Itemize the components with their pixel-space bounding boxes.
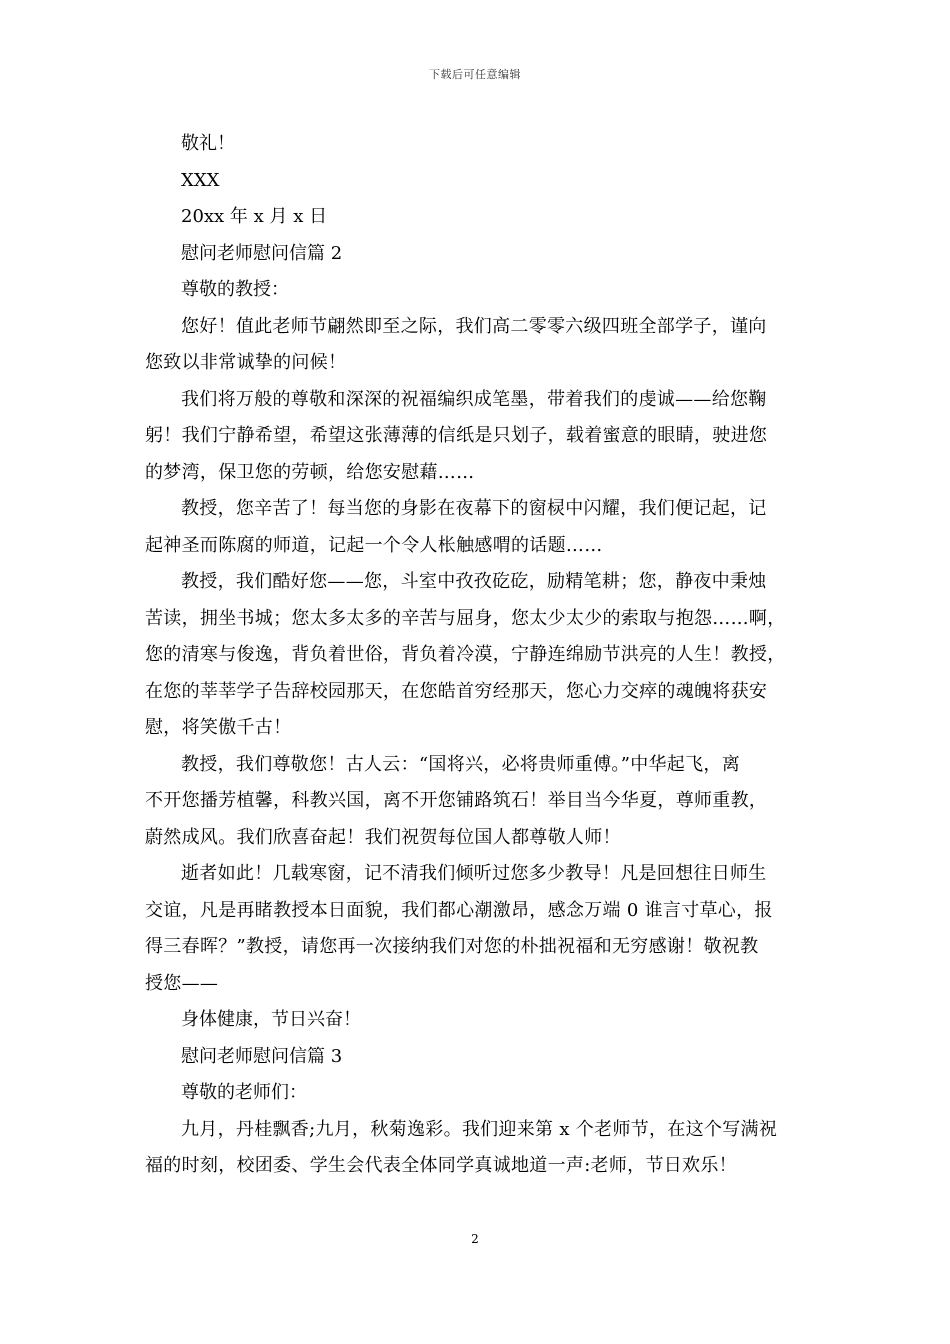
paragraph-line: 逝者如此！几载寒窗，记不清我们倾听过您多少教导！凡是回想往日师生 [181,863,767,884]
signature: XXX [181,169,220,191]
greeting: 尊敬的教授： [181,279,289,300]
section-title-3: 慰问老师慰问信篇 3 [181,1045,343,1067]
paragraph-line: 起神圣而陈腐的师道，记起一个令人枨触感喟的话题…… [145,534,603,556]
paragraph-line: 您好！值此老师节翩然即至之际，我们高二零零六级四班全部学子，谨向 [181,315,767,337]
paragraph [145,382,805,492]
paragraph [145,1112,805,1185]
paragraph-line: 慰，将笑傲千古！ [145,717,292,738]
document-body [145,126,805,1185]
page-number: 2 [471,1232,479,1246]
greeting: 尊敬的老师们： [181,1082,307,1103]
paragraph-line: 躬！我们宁静希望，希望这张薄薄的信纸是只划子，载着蜜意的眼睛，驶进您 [145,425,768,446]
section-title-2: 慰问老师慰问信篇 2 [181,242,343,264]
paragraph-line: 我们将万般的尊敬和深深的祝福编织成笔墨，带着我们的虔诚——给您鞠 [181,388,767,410]
paragraph-line: 苦读，拥坐书城；您太多太多的辛苦与屈身，您太少太少的索取与抱怨……啊， [145,607,786,629]
paragraph-line: 得三春晖？”教授，请您再一次接纳我们对您的朴拙祝福和无穷感谢！敬祝教 [145,936,759,957]
closing-salute: 敬礼！ [181,133,235,154]
paragraph-line: 您的清寒与俊逸，背负着世俗，背负着冷漠，宁静连绵励节洪亮的人生！教授， [145,644,786,665]
paragraph-line: 交谊，凡是再睹教授本日面貌，我们都心潮激昂，感念万端 0 谁言寸草心，报 [145,899,773,921]
paragraph [145,856,805,1002]
paragraph-line: 的梦湾，保卫您的劳顿，给您安慰藉…… [145,461,475,483]
paragraph-line: 九月，丹桂飘香;九月，秋菊逸彩。我们迎来第 x 个老师节，在这个写满祝 [181,1118,778,1140]
paragraph-line: 在您的莘莘学子告辞校园那天，在您皓首穷经那天，您心力交瘁的魂魄将获安 [145,680,768,702]
paragraph [145,491,805,564]
paragraph-line: 教授，我们酷好您——您，斗室中孜孜矻矻，励精笔耕；您，静夜中秉烛 [181,571,767,592]
paragraph-line: 教授，您辛苦了！每当您的身影在夜幕下的窗棂中闪耀，我们便记起，记 [181,498,767,519]
paragraph [145,309,805,382]
paragraph [145,747,805,857]
paragraph-line: 不开您播芳植馨，科教兴国，离不开您铺路筑石！举目当今华夏，尊师重教， [145,790,768,811]
wish-line: 身体健康，节日兴奋！ [181,1009,361,1030]
paragraph-line: 教授，我们尊敬您！古人云：“国将兴，必将贵师重傅。”中华起飞，离 [181,753,741,775]
date-line: 20xx 年 x 月 x 日 [181,206,328,227]
paragraph-line: 蔚然成风。我们欣喜奋起！我们祝贺每位国人都尊敬人师！ [145,826,621,848]
paragraph-line: 您致以非常诚挚的问候！ [145,352,347,373]
paragraph-line: 授您—— [145,972,219,994]
page-header: 下载后可任意编辑 [429,68,521,81]
paragraph [145,564,805,747]
paragraph-line: 福的时刻，校团委、学生会代表全体同学真诚地道一声:老师，节日欢乐！ [145,1155,737,1176]
